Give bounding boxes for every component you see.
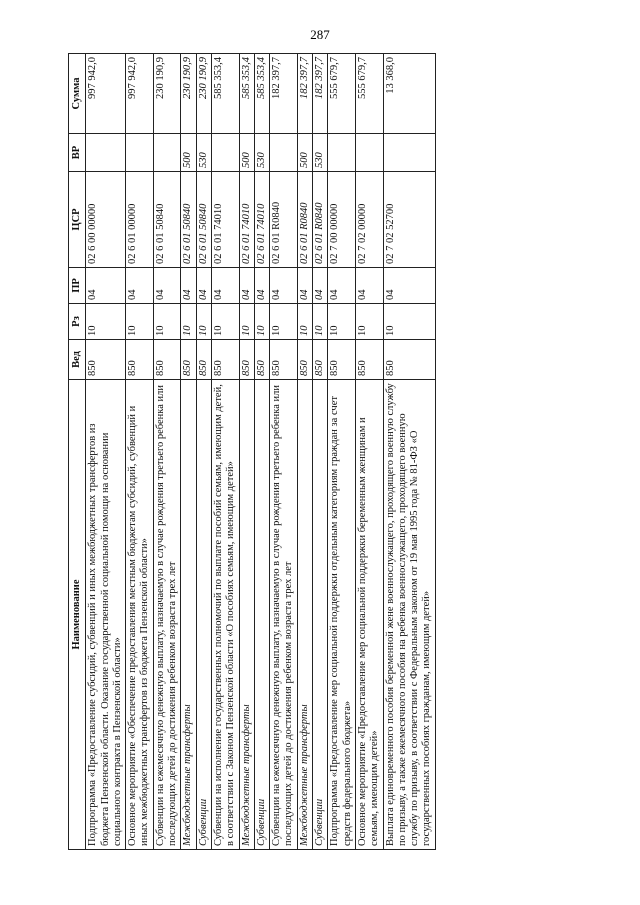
cell-pr: 04 bbox=[181, 268, 196, 304]
cell-rz: 10 bbox=[297, 304, 312, 340]
col-header-csr: ЦСР bbox=[69, 172, 86, 268]
cell-pr: 04 bbox=[86, 268, 126, 304]
cell-vr bbox=[355, 134, 383, 172]
table-row bbox=[383, 54, 435, 850]
cell-csr: 02 6 01 R0840 bbox=[297, 172, 312, 268]
cell-csr: 02 7 02 00000 bbox=[355, 172, 383, 268]
cell-sum: 230 190,9 bbox=[181, 54, 196, 134]
table-row bbox=[328, 54, 356, 850]
cell-ved: 850 bbox=[239, 340, 254, 380]
cell-ved: 850 bbox=[86, 340, 126, 380]
cell-vr: 500 bbox=[181, 134, 196, 172]
cell-ved: 850 bbox=[126, 340, 154, 380]
cell-vr: 500 bbox=[239, 134, 254, 172]
cell-csr: 02 6 01 50840 bbox=[196, 172, 211, 268]
cell-name: Субвенции на ежемесячную денежную выплату, назначаемую в случае рождения третьего ребенка или последующих детей до достижения ребенком возраста трех лет bbox=[270, 380, 298, 850]
cell-csr: 02 7 00 00000 bbox=[328, 172, 356, 268]
cell-rz: 10 bbox=[86, 304, 126, 340]
cell-sum: 997 942,0 bbox=[86, 54, 126, 134]
col-header-vr: ВР bbox=[69, 134, 86, 172]
cell-sum: 585 353,4 bbox=[254, 54, 269, 134]
cell-vr bbox=[270, 134, 298, 172]
cell-rz: 10 bbox=[211, 304, 239, 340]
rotated-table-wrapper bbox=[68, 54, 562, 850]
cell-rz: 10 bbox=[196, 304, 211, 340]
table-row bbox=[313, 54, 328, 850]
cell-sum: 182 397,7 bbox=[313, 54, 328, 134]
cell-name: Межбюджетные трансферты bbox=[239, 380, 254, 850]
table-row bbox=[181, 54, 196, 850]
cell-name: Субвенции bbox=[254, 380, 269, 850]
cell-name: Подпрограмма «Предоставление субсидий, субвенций и иных межбюджетных трансфертов из бюджета Пензенской области. Оказание государственной социальной помощи на основании социального контракта в Пензенской области» bbox=[86, 380, 126, 850]
cell-name: Субвенции bbox=[313, 380, 328, 850]
table-row bbox=[211, 54, 239, 850]
cell-pr: 04 bbox=[297, 268, 312, 304]
cell-ved: 850 bbox=[355, 340, 383, 380]
cell-name: Субвенции bbox=[196, 380, 211, 850]
cell-sum: 997 942,0 bbox=[126, 54, 154, 134]
cell-name: Субвенции на ежемесячную денежную выплату, назначаемую в случае рождения третьего ребенка или последующих детей до достижения ребенком возраста трех лет bbox=[153, 380, 181, 850]
cell-rz: 10 bbox=[254, 304, 269, 340]
table-row bbox=[270, 54, 298, 850]
cell-csr: 02 7 02 52700 bbox=[383, 172, 435, 268]
table-row bbox=[196, 54, 211, 850]
cell-csr: 02 6 01 74010 bbox=[239, 172, 254, 268]
cell-ved: 850 bbox=[270, 340, 298, 380]
cell-rz: 10 bbox=[355, 304, 383, 340]
cell-rz: 10 bbox=[239, 304, 254, 340]
cell-sum: 555 679,7 bbox=[328, 54, 356, 134]
cell-csr: 02 6 01 00000 bbox=[126, 172, 154, 268]
col-header-ved: Вед bbox=[69, 340, 86, 380]
cell-vr bbox=[86, 134, 126, 172]
budget-table bbox=[68, 53, 436, 850]
cell-pr: 04 bbox=[383, 268, 435, 304]
cell-sum: 182 397,7 bbox=[297, 54, 312, 134]
col-header-name: Наименование bbox=[69, 380, 86, 850]
cell-ved: 850 bbox=[211, 340, 239, 380]
cell-ved: 850 bbox=[313, 340, 328, 380]
cell-csr: 02 6 01 50840 bbox=[153, 172, 181, 268]
cell-rz: 10 bbox=[126, 304, 154, 340]
cell-pr: 04 bbox=[270, 268, 298, 304]
cell-sum: 555 679,7 bbox=[355, 54, 383, 134]
cell-name: Основное мероприятие «Предоставление мер социальной поддержки беременным женщинам и семьям, имеющим детей» bbox=[355, 380, 383, 850]
page-number: 287 bbox=[310, 27, 330, 42]
cell-csr: 02 6 01 74010 bbox=[211, 172, 239, 268]
cell-sum: 182 397,7 bbox=[270, 54, 298, 134]
cell-rz: 10 bbox=[181, 304, 196, 340]
cell-pr: 04 bbox=[328, 268, 356, 304]
table-header-row bbox=[69, 54, 86, 850]
cell-name: Основное мероприятие «Обеспечение предоставления местным бюджетам субсидий, субвенций и иных межбюджетных трансфертов из бюджета Пензенской области» bbox=[126, 380, 154, 850]
cell-vr bbox=[211, 134, 239, 172]
cell-ved: 850 bbox=[383, 340, 435, 380]
cell-ved: 850 bbox=[181, 340, 196, 380]
col-header-sum: Сумма bbox=[69, 54, 86, 134]
cell-pr: 04 bbox=[254, 268, 269, 304]
cell-name: Подпрограмма «Предоставление мер социальной поддержки отдельным категориям граждан за счет средств федерального бюджета» bbox=[328, 380, 356, 850]
cell-csr: 02 6 01 74010 bbox=[254, 172, 269, 268]
cell-csr: 02 6 01 R0840 bbox=[270, 172, 298, 268]
cell-rz: 10 bbox=[313, 304, 328, 340]
cell-sum: 13 368,0 bbox=[383, 54, 435, 134]
cell-pr: 04 bbox=[313, 268, 328, 304]
cell-rz: 10 bbox=[383, 304, 435, 340]
cell-rz: 10 bbox=[270, 304, 298, 340]
col-header-pr: ПР bbox=[69, 268, 86, 304]
cell-name: Межбюджетные трансферты bbox=[181, 380, 196, 850]
cell-sum: 230 190,9 bbox=[153, 54, 181, 134]
cell-rz: 10 bbox=[153, 304, 181, 340]
cell-vr bbox=[153, 134, 181, 172]
cell-pr: 04 bbox=[153, 268, 181, 304]
cell-csr: 02 6 01 R0840 bbox=[313, 172, 328, 268]
table-row bbox=[239, 54, 254, 850]
cell-vr: 530 bbox=[196, 134, 211, 172]
cell-sum: 230 190,9 bbox=[196, 54, 211, 134]
cell-vr bbox=[328, 134, 356, 172]
cell-pr: 04 bbox=[126, 268, 154, 304]
cell-vr: 530 bbox=[254, 134, 269, 172]
cell-pr: 04 bbox=[211, 268, 239, 304]
table-row bbox=[86, 54, 126, 850]
cell-name: Выплата единовременного пособия беременной жене военнослужащего, проходящего военную службу по призыву, а также ежемесячного пособия на ребенка военнослужащего, проходящего военную службу по призыву, в соответствии с Федеральным законом от 19 мая 1995 года № 81-ФЗ «О государственных пособиях гражданам, имеющим детей» bbox=[383, 380, 435, 850]
cell-rz: 10 bbox=[328, 304, 356, 340]
table-body bbox=[86, 54, 435, 850]
cell-vr: 530 bbox=[313, 134, 328, 172]
cell-ved: 850 bbox=[196, 340, 211, 380]
cell-pr: 04 bbox=[355, 268, 383, 304]
cell-vr bbox=[126, 134, 154, 172]
cell-name: Межбюджетные трансферты bbox=[297, 380, 312, 850]
cell-ved: 850 bbox=[328, 340, 356, 380]
cell-csr: 02 6 01 50840 bbox=[181, 172, 196, 268]
table-row bbox=[297, 54, 312, 850]
cell-ved: 850 bbox=[297, 340, 312, 380]
cell-name: Субвенции на исполнение государственных полномочий по выплате пособий семьям, имеющим детей, в соответствии с Законом Пензенской области «О пособиях семьям, имеющим детей» bbox=[211, 380, 239, 850]
cell-vr: 500 bbox=[297, 134, 312, 172]
cell-sum: 585 353,4 bbox=[211, 54, 239, 134]
table-row bbox=[126, 54, 154, 850]
table-row bbox=[153, 54, 181, 850]
col-header-rz: Рз bbox=[69, 304, 86, 340]
cell-pr: 04 bbox=[196, 268, 211, 304]
cell-vr bbox=[383, 134, 435, 172]
cell-ved: 850 bbox=[153, 340, 181, 380]
cell-ved: 850 bbox=[254, 340, 269, 380]
table-row bbox=[355, 54, 383, 850]
cell-sum: 585 353,4 bbox=[239, 54, 254, 134]
table-row bbox=[254, 54, 269, 850]
cell-pr: 04 bbox=[239, 268, 254, 304]
cell-csr: 02 6 00 00000 bbox=[86, 172, 126, 268]
